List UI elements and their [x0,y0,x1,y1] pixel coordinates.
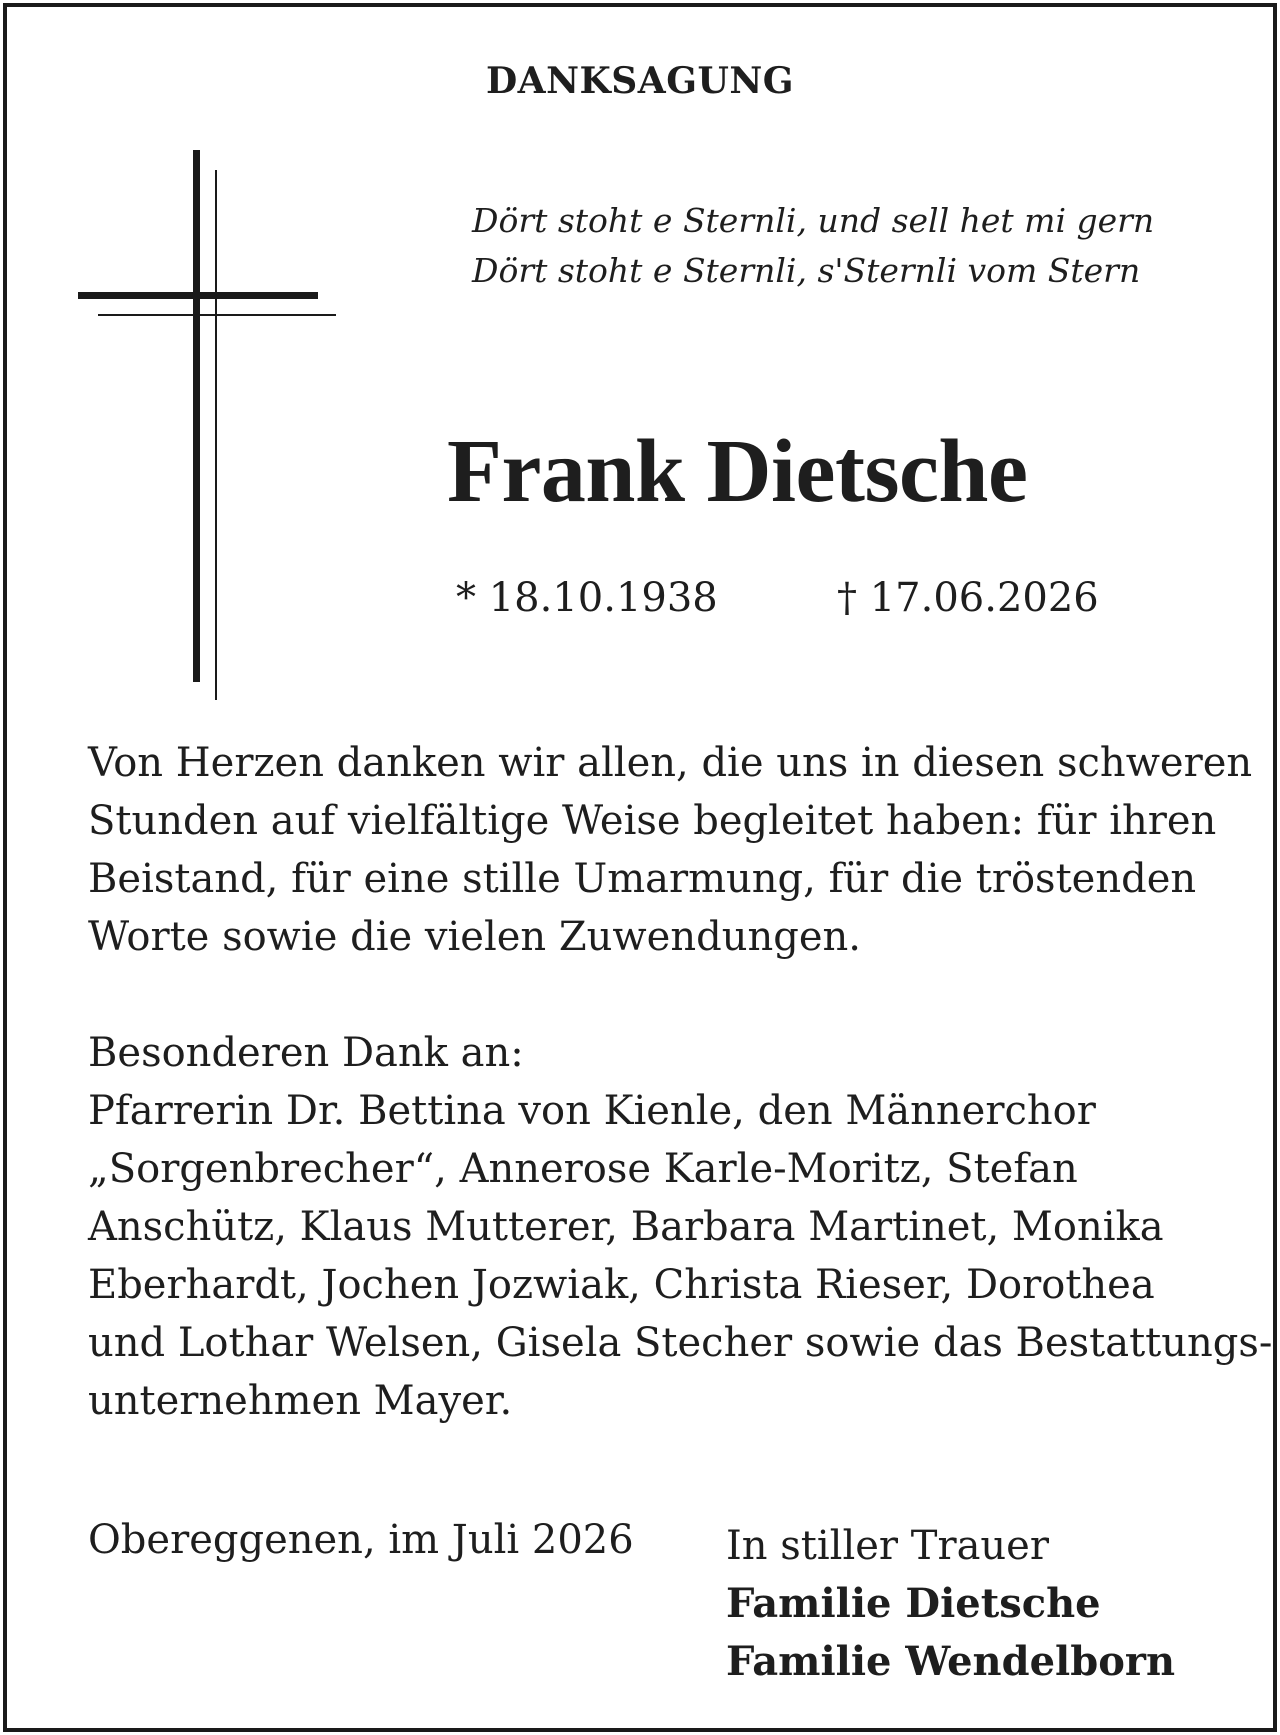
deceased-name: Frank Dietsche [447,422,1028,521]
paragraph-line: „Sorgenbrecher“, Annerose Karle-Moritz, Stefan [88,1146,1078,1192]
paragraph-line: Besonderen Dank an: [88,1030,524,1076]
cross-thin-vertical [215,170,217,700]
paragraph-line: Pfarrerin Dr. Bettina von Kienle, den Männerchor [88,1088,1096,1134]
poem-line: Dört stoht e Sternli, s'Sternli vom Stern [472,251,1141,290]
death-date: † 17.06.2026 [837,575,1099,621]
cross-thin-horizontal [98,314,336,316]
family-name: Familie Dietsche [726,1580,1101,1627]
paragraph-line: Eberhardt, Jochen Jozwiak, Christa Rieser, Dorothea [88,1262,1155,1308]
paragraph-line: Worte sowie die vielen Zuwendungen. [88,914,861,960]
birth-date: * 18.10.1938 [456,575,718,621]
notice-heading: DANKSAGUNG [485,60,795,102]
poem-line: Dört stoht e Sternli, und sell het mi gern [472,201,1155,240]
mourning-intro: In stiller Trauer [726,1523,1049,1569]
cross-main-horizontal [78,292,318,299]
paragraph-line: Von Herzen danken wir allen, die uns in diesen schweren [88,740,1253,786]
cross-icon [0,0,360,720]
paragraph-line: und Lothar Welsen, Gisela Stecher sowie das Bestattungs- [88,1320,1273,1366]
poem [472,196,1154,296]
paragraph-line: Stunden auf vielfältige Weise begleitet haben: für ihren [88,798,1217,844]
mourning-signature [726,1517,1175,1691]
place-and-date: Obereggenen, im Juli 2026 [88,1517,634,1563]
paragraph-line: unternehmen Mayer. [88,1378,513,1424]
gratitude-paragraph [88,734,1253,966]
family-name: Familie Wendelborn [726,1638,1176,1685]
cross-main-vertical [193,150,200,682]
special-thanks-paragraph [88,1024,1273,1430]
paragraph-line: Beistand, für eine stille Umarmung, für die tröstenden [88,856,1197,902]
paragraph-line: Anschütz, Klaus Mutterer, Barbara Martinet, Monika [88,1204,1164,1250]
